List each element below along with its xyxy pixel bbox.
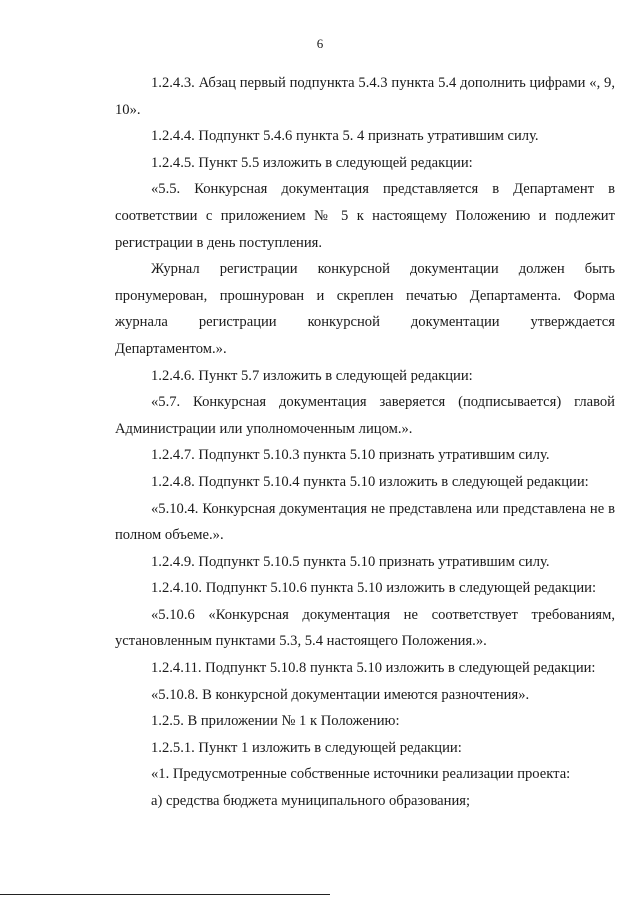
document-body bbox=[115, 70, 615, 815]
paragraph: 1.2.5. В приложении № 1 к Положению: bbox=[151, 713, 400, 730]
footer-divider bbox=[0, 894, 330, 895]
paragraph: «5.10.4. Конкурсная документация не представлена или представлена не в полном объеме.». bbox=[115, 500, 615, 544]
paragraph: а) средства бюджета муниципального образования; bbox=[151, 793, 471, 810]
paragraph: «5.10.6 «Конкурсная документация не соответствует требованиям, установленным пунктами 5.3, 5.4 настоящего Положения.». bbox=[115, 606, 615, 650]
paragraph: 1.2.4.4. Подпункт 5.4.6 пункта 5. 4 признать утратившим силу. bbox=[151, 128, 539, 145]
paragraph: «5.5. Конкурсная документация представляется в Департамент в соответствии с приложением № 5 к настоящему Положению и подлежит регистрации в день поступления. bbox=[115, 181, 615, 251]
paragraph: «1. Предусмотренные собственные источники реализации проекта: bbox=[151, 766, 571, 783]
paragraph: «5.7. Конкурсная документация заверяется (подписывается) главой Администрации или уполномоченным лицом.». bbox=[115, 394, 615, 437]
paragraph: 1.2.4.11. Подпункт 5.10.8 пункта 5.10 изложить в следующей редакции: bbox=[151, 660, 596, 677]
paragraph: «5.10.8. В конкурсной документации имеются разночтения». bbox=[151, 686, 530, 703]
paragraph: 1.2.4.8. Подпункт 5.10.4 пункта 5.10 изложить в следующей редакции: bbox=[151, 473, 589, 490]
page-number: 6 bbox=[316, 36, 324, 51]
paragraph: 1.2.4.10. Подпункт 5.10.6 пункта 5.10 изложить в следующей редакции: bbox=[151, 580, 597, 597]
paragraph: 1.2.4.6. Пункт 5.7 изложить в следующей редакции: bbox=[151, 367, 473, 384]
paragraph: 1.2.4.9. Подпункт 5.10.5 пункта 5.10 признать утратившим силу. bbox=[151, 553, 550, 570]
paragraph: Журнал регистрации конкурсной документации должен быть пронумерован, прошнурован и скреплен печатью Департамента. Форма журнала регистрации конкурсной документации утверждается Департаментом.». bbox=[115, 261, 615, 357]
paragraph: 1.2.4.5. Пункт 5.5 изложить в следующей редакции: bbox=[151, 154, 473, 171]
paragraph: 1.2.4.7. Подпункт 5.10.3 пункта 5.10 признать утратившим силу. bbox=[151, 447, 550, 464]
paragraph: 1.2.5.1. Пункт 1 изложить в следующей редакции: bbox=[151, 739, 462, 756]
paragraph: 1.2.4.3. Абзац первый подпункта 5.4.3 пункта 5.4 дополнить цифрами «, 9, 10». bbox=[115, 75, 615, 118]
